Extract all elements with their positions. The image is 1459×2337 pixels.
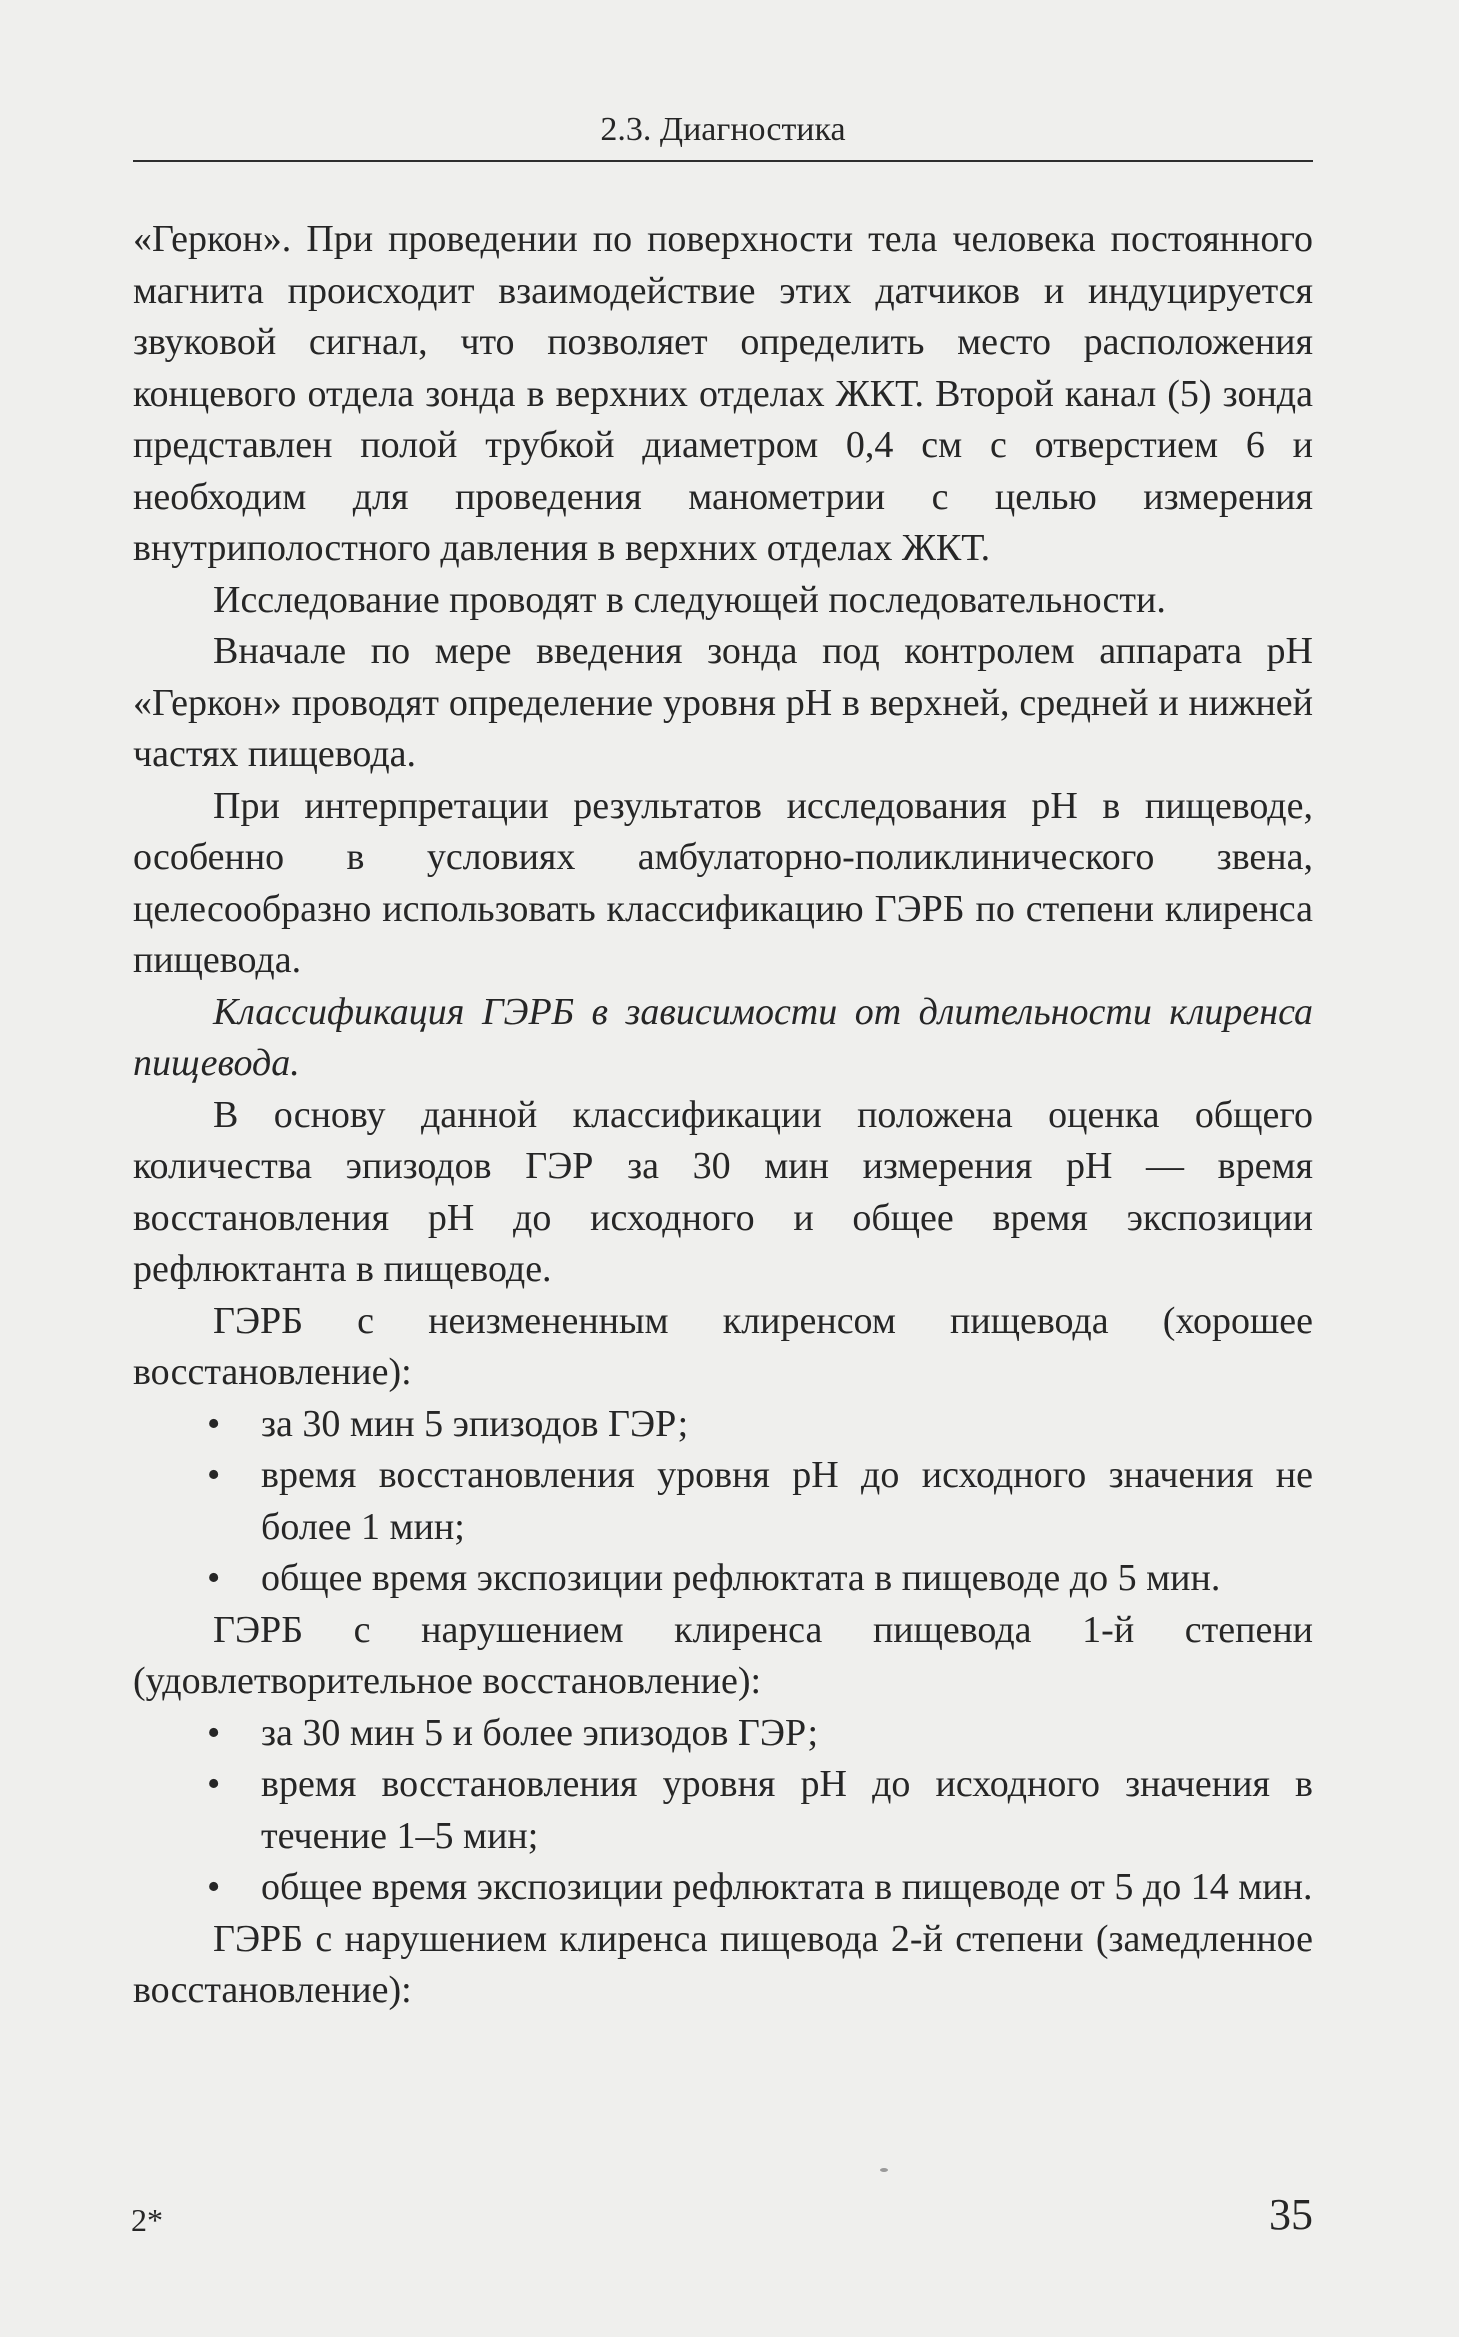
signature-mark: 2* xyxy=(131,2202,163,2238)
paragraph: ГЭРБ с неизмененным клиренсом пищевода (хорошее восстановление): xyxy=(133,1299,1313,1393)
list-item xyxy=(133,1450,1313,1553)
paragraph: В основу данной классификации положена оценка общего количества эпизодов ГЭР за 30 мин измерения pH — время восстановления pH до исходного и общее время экспозиции рефлюктанта в пищеводе. xyxy=(133,1093,1313,1290)
list-item-text: время восстановления уровня pH до исходного значения в течение 1–5 мин; xyxy=(261,1763,1313,1857)
scan-speck xyxy=(880,2168,888,2172)
criteria-list-normal-clearance xyxy=(133,1399,1313,1605)
paragraph: ГЭРБ с нарушением клиренса пищевода 2-й степени (замедленное восстановление): xyxy=(133,1917,1313,2011)
list-item-text: общее время экспозиции рефлюктата в пищеводе до 5 мин. xyxy=(261,1557,1221,1599)
criteria-list-grade-1 xyxy=(133,1708,1313,1914)
paragraph: При интерпретации результатов исследования pH в пищеводе, особенно в условиях амбулаторно-поликлинического звена, целесообразно использовать классификацию ГЭРБ по степени клиренса пищевода. xyxy=(133,784,1313,981)
bullet-icon: • xyxy=(207,1711,221,1754)
classification-heading: Классификация ГЭРБ в зависимости от длительности клиренса пищевода. xyxy=(133,990,1313,1084)
list-item xyxy=(133,1708,1313,1760)
list-item-text: общее время экспозиции рефлюктата в пищеводе от 5 до 14 мин. xyxy=(261,1866,1313,1908)
list-item xyxy=(133,1553,1313,1605)
list-item xyxy=(133,1399,1313,1451)
paragraph: Исследование проводят в следующей последовательности. xyxy=(213,578,1166,621)
bullet-icon: • xyxy=(207,1402,221,1445)
page-number: 35 xyxy=(1269,2190,1313,2239)
list-item xyxy=(133,1759,1313,1862)
header-rule xyxy=(133,160,1313,162)
bullet-icon: • xyxy=(207,1763,221,1805)
paragraph: «Геркон». При проведении по поверхности тела человека постоянного магнита происходит взаимодействие этих датчиков и индуцируется звуковой сигнал, что позволяет определить место расположения концевого отдела зонда в верхних отделах ЖКТ. Второй канал (5) зонда представлен полой трубкой диаметром 0,4 см с отверстием 6 и необходим для проведения манометрии с целью измерения внутриполостного давления в верхних отделах ЖКТ. xyxy=(133,218,1313,569)
paragraph: Вначале по мере введения зонда под контролем аппарата pH «Геркон» проводят определение уровня pH в верхней, средней и нижней частях пищевода. xyxy=(133,630,1313,775)
bullet-icon: • xyxy=(207,1454,221,1496)
body-text xyxy=(133,214,1313,2017)
list-item xyxy=(133,1862,1313,1914)
paragraph: ГЭРБ с нарушением клиренса пищевода 1-й степени (удовлетворительное восстановление): xyxy=(133,1608,1313,1702)
list-item-text: время восстановления уровня pH до исходного значения не более 1 мин; xyxy=(261,1454,1313,1548)
list-item-text: за 30 мин 5 эпизодов ГЭР; xyxy=(261,1402,689,1445)
running-title: 2.3. Диагностика xyxy=(600,111,846,148)
bullet-icon: • xyxy=(207,1557,221,1599)
list-item-text: за 30 мин 5 и более эпизодов ГЭР; xyxy=(261,1711,819,1754)
bullet-icon: • xyxy=(207,1866,221,1908)
